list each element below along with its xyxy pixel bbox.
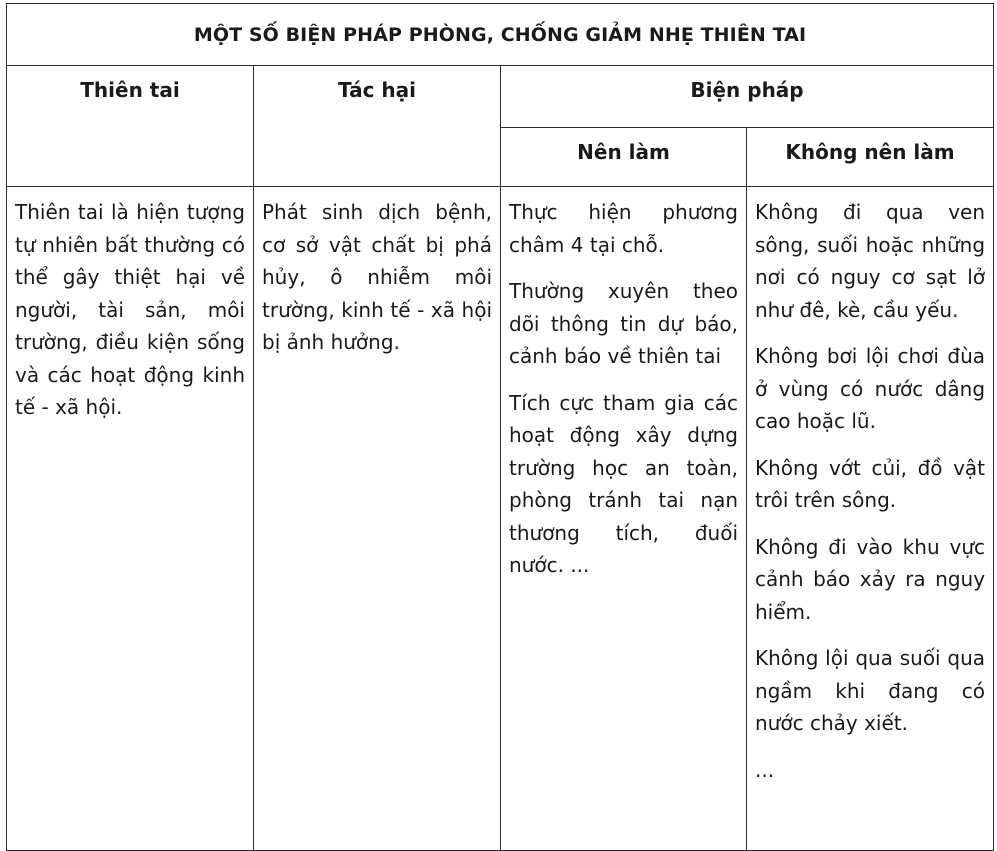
should-not-do-item: Không vớt củi, đồ vật trôi trên sông. [755, 455, 986, 512]
should-not-do-item: Không đi vào khu vực cảnh báo xảy ra nguy hiểm. [755, 534, 986, 624]
should-not-do-item: ... [755, 757, 775, 782]
disaster-paragraph: Thiên tai là hiện tượng tự nhiên bất thường có thể gây thiệt hại về người, tài sản, môi trường, điều kiện sống và các hoạt động kinh tế - xã hội. [15, 200, 245, 419]
should-not-do-item: Không đi qua ven sông, suối hoặc những nơi có nguy cơ sạt lở như đê, kè, cầu yếu. [755, 200, 986, 322]
header-should-do: Nên làm [501, 127, 747, 187]
should-not-do-item: Không bơi lội chơi đùa ở vùng có nước dâng cao hoặc lũ. [755, 344, 986, 433]
disaster-cell [7, 187, 254, 851]
content-row [7, 187, 994, 851]
should-do-cell [501, 187, 747, 851]
should-do-item: Thực hiện phương châm 4 tại chỗ. [509, 200, 738, 257]
header-should-not-do: Không nên làm [747, 127, 994, 187]
header-row [7, 66, 994, 128]
should-not-do-item: Không lội qua suối qua ngầm khi đang có nước chảy xiết. [755, 646, 986, 735]
disaster-measures-table [6, 3, 994, 851]
should-do-item: Thường xuyên theo dõi thông tin dự báo, cảnh báo về thiên tai [509, 279, 738, 368]
title-row [7, 4, 994, 66]
should-not-do-cell [747, 187, 994, 851]
harm-paragraph: Phát sinh dịch bệnh, cơ sở vật chất bị phá hủy, ô nhiễm môi trường, kinh tế - xã hội bị ảnh hưởng. [262, 200, 492, 354]
should-do-item: Tích cực tham gia các hoạt động xây dựng trường học an toàn, phòng tránh tai nạn thương tích, đuối nước. ... [509, 390, 738, 577]
header-disaster: Thiên tai [7, 66, 254, 187]
header-harm: Tác hại [254, 66, 501, 187]
harm-cell [254, 187, 501, 851]
table-title: MỘT SỐ BIỆN PHÁP PHÒNG, CHỐNG GIẢM NHẸ THIÊN TAI [7, 4, 994, 66]
header-measures: Biện pháp [501, 66, 994, 128]
